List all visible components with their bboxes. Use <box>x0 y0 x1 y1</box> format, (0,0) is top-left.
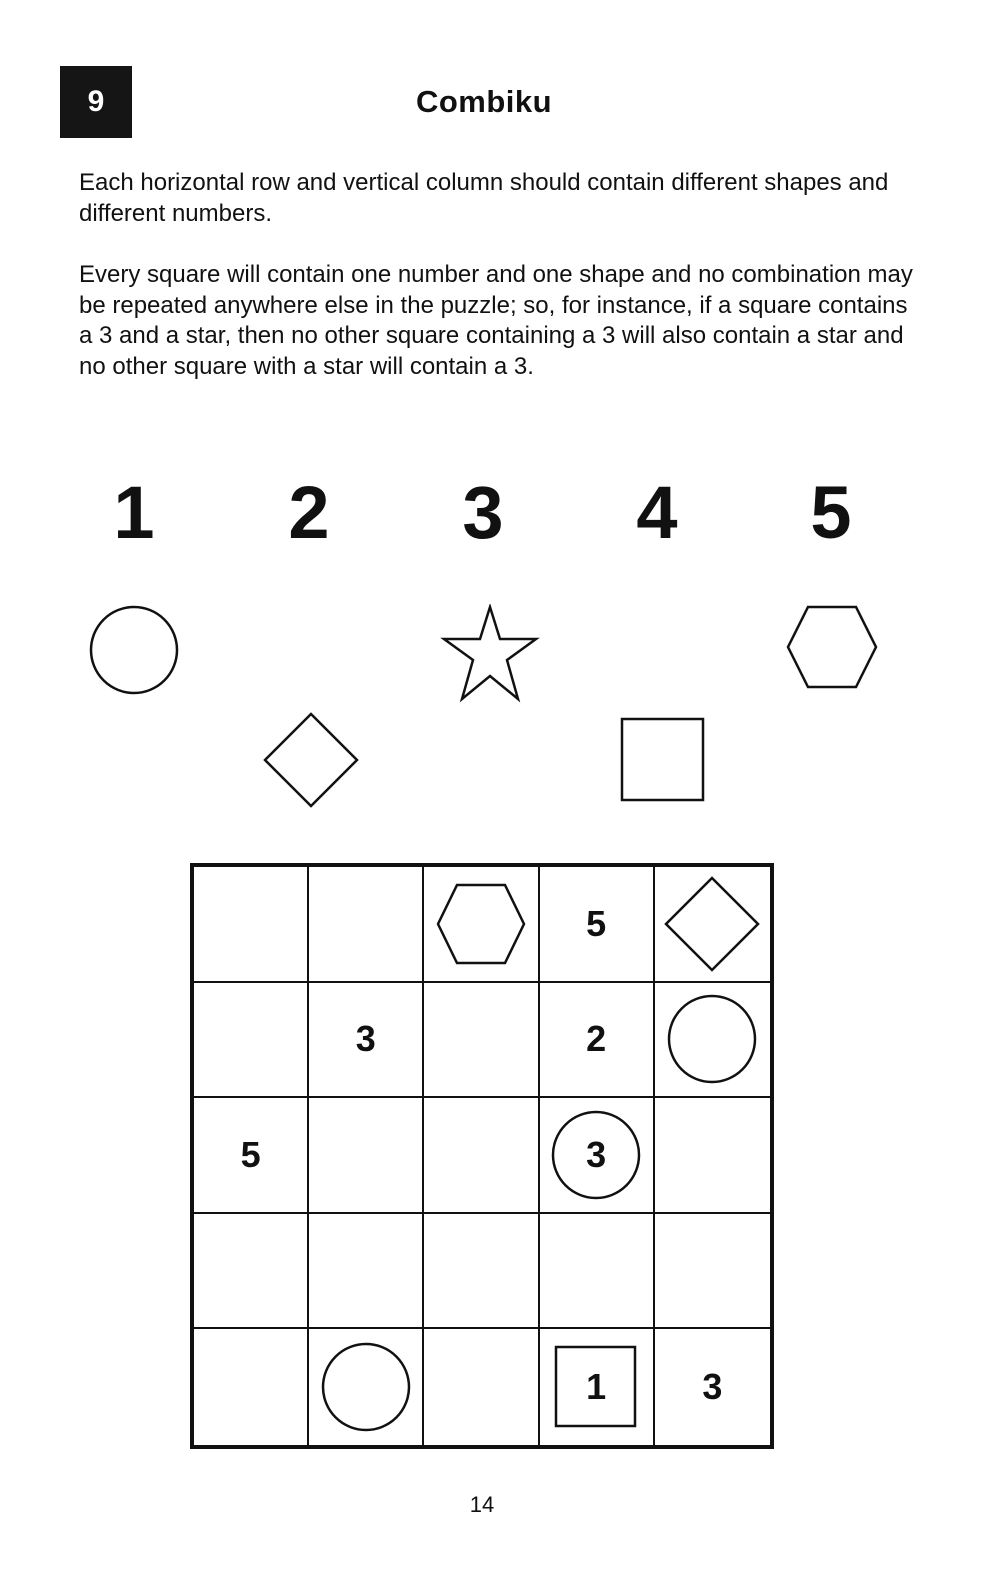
cell-number <box>424 1329 537 1445</box>
grid-cell-r1-c4[interactable] <box>540 867 655 983</box>
grid-cell-r5-c1[interactable] <box>194 1329 309 1445</box>
puzzle-grid <box>190 863 774 1449</box>
grid-cell-r4-c4[interactable] <box>540 1214 655 1330</box>
cell-number: 5 <box>586 902 607 944</box>
legend-star-icon <box>440 604 540 704</box>
grid-cell-r3-c3[interactable] <box>424 1098 539 1214</box>
instructions-paragraph-2: Every square will contain one number and one shape and no combination may be repeated anywhere else in the puzzle; so, for instance, if a square contains a 3 and a star, then no other square containing a 3 will also contain a star and no other square with a star will contain a 3. <box>79 261 913 380</box>
cell-number <box>194 1214 307 1328</box>
instructions <box>79 168 919 413</box>
cell-number <box>424 983 537 1097</box>
legend-circle-icon <box>88 604 180 696</box>
cell-number: 5 <box>240 1133 261 1175</box>
cell-number <box>655 1214 770 1328</box>
grid-cell-r2-c2[interactable] <box>309 983 424 1099</box>
legend-number-2: 2 <box>288 471 330 554</box>
grid-cell-r1-c1[interactable] <box>194 867 309 983</box>
grid-cell-r4-c5[interactable] <box>655 1214 770 1330</box>
instructions-paragraph-1: Each horizontal row and vertical column should contain different shapes and different numbers. <box>79 169 889 227</box>
cell-number <box>309 1098 422 1212</box>
cell-number: 3 <box>702 1366 723 1408</box>
legend-hexagon-icon <box>785 604 879 690</box>
grid-cell-r2-c1[interactable] <box>194 983 309 1099</box>
page-title: Combiku <box>415 84 553 119</box>
cell-number <box>655 983 770 1097</box>
page-number: 14 <box>469 1492 495 1517</box>
grid-cell-r2-c5[interactable] <box>655 983 770 1099</box>
grid-cell-r1-c3[interactable] <box>424 867 539 983</box>
cell-number: 1 <box>586 1366 607 1408</box>
grid-cell-r5-c5[interactable] <box>655 1329 770 1445</box>
grid-cell-r3-c1[interactable] <box>194 1098 309 1214</box>
cell-number: 2 <box>586 1018 607 1060</box>
legend-number-3: 3 <box>462 471 504 554</box>
cell-number <box>655 1098 770 1212</box>
grid-cell-r4-c2[interactable] <box>309 1214 424 1330</box>
cell-number <box>194 1329 307 1445</box>
grid-cell-r1-c5[interactable] <box>655 867 770 983</box>
grid-cell-r5-c2[interactable] <box>309 1329 424 1445</box>
grid-cell-r3-c5[interactable] <box>655 1098 770 1214</box>
cell-number <box>424 1214 537 1328</box>
cell-number: 3 <box>355 1018 376 1060</box>
legend-number-5: 5 <box>810 471 852 554</box>
cell-number <box>424 1098 537 1212</box>
cell-number <box>309 1214 422 1328</box>
cell-number: 3 <box>586 1133 607 1175</box>
puzzle-number-badge: 9 <box>60 66 132 138</box>
grid-cell-r3-c4[interactable] <box>540 1098 655 1214</box>
cell-number <box>309 867 422 981</box>
cell-number <box>540 1214 653 1328</box>
grid-cell-r2-c3[interactable] <box>424 983 539 1099</box>
grid-cell-r5-c4[interactable] <box>540 1329 655 1445</box>
grid-cell-r3-c2[interactable] <box>309 1098 424 1214</box>
legend-square-icon <box>620 717 706 803</box>
grid-cell-r1-c2[interactable] <box>309 867 424 983</box>
grid-cell-r5-c3[interactable] <box>424 1329 539 1445</box>
grid-cell-r4-c3[interactable] <box>424 1214 539 1330</box>
cell-number <box>655 867 770 981</box>
cell-number <box>309 1329 422 1445</box>
grid-cell-r2-c4[interactable] <box>540 983 655 1099</box>
legend-number-1: 1 <box>113 471 155 554</box>
legend-number-4: 4 <box>636 471 678 554</box>
grid-cell-r4-c1[interactable] <box>194 1214 309 1330</box>
cell-number <box>194 867 307 981</box>
cell-number <box>424 867 537 981</box>
cell-number <box>194 983 307 1097</box>
legend-diamond-icon <box>262 711 360 809</box>
